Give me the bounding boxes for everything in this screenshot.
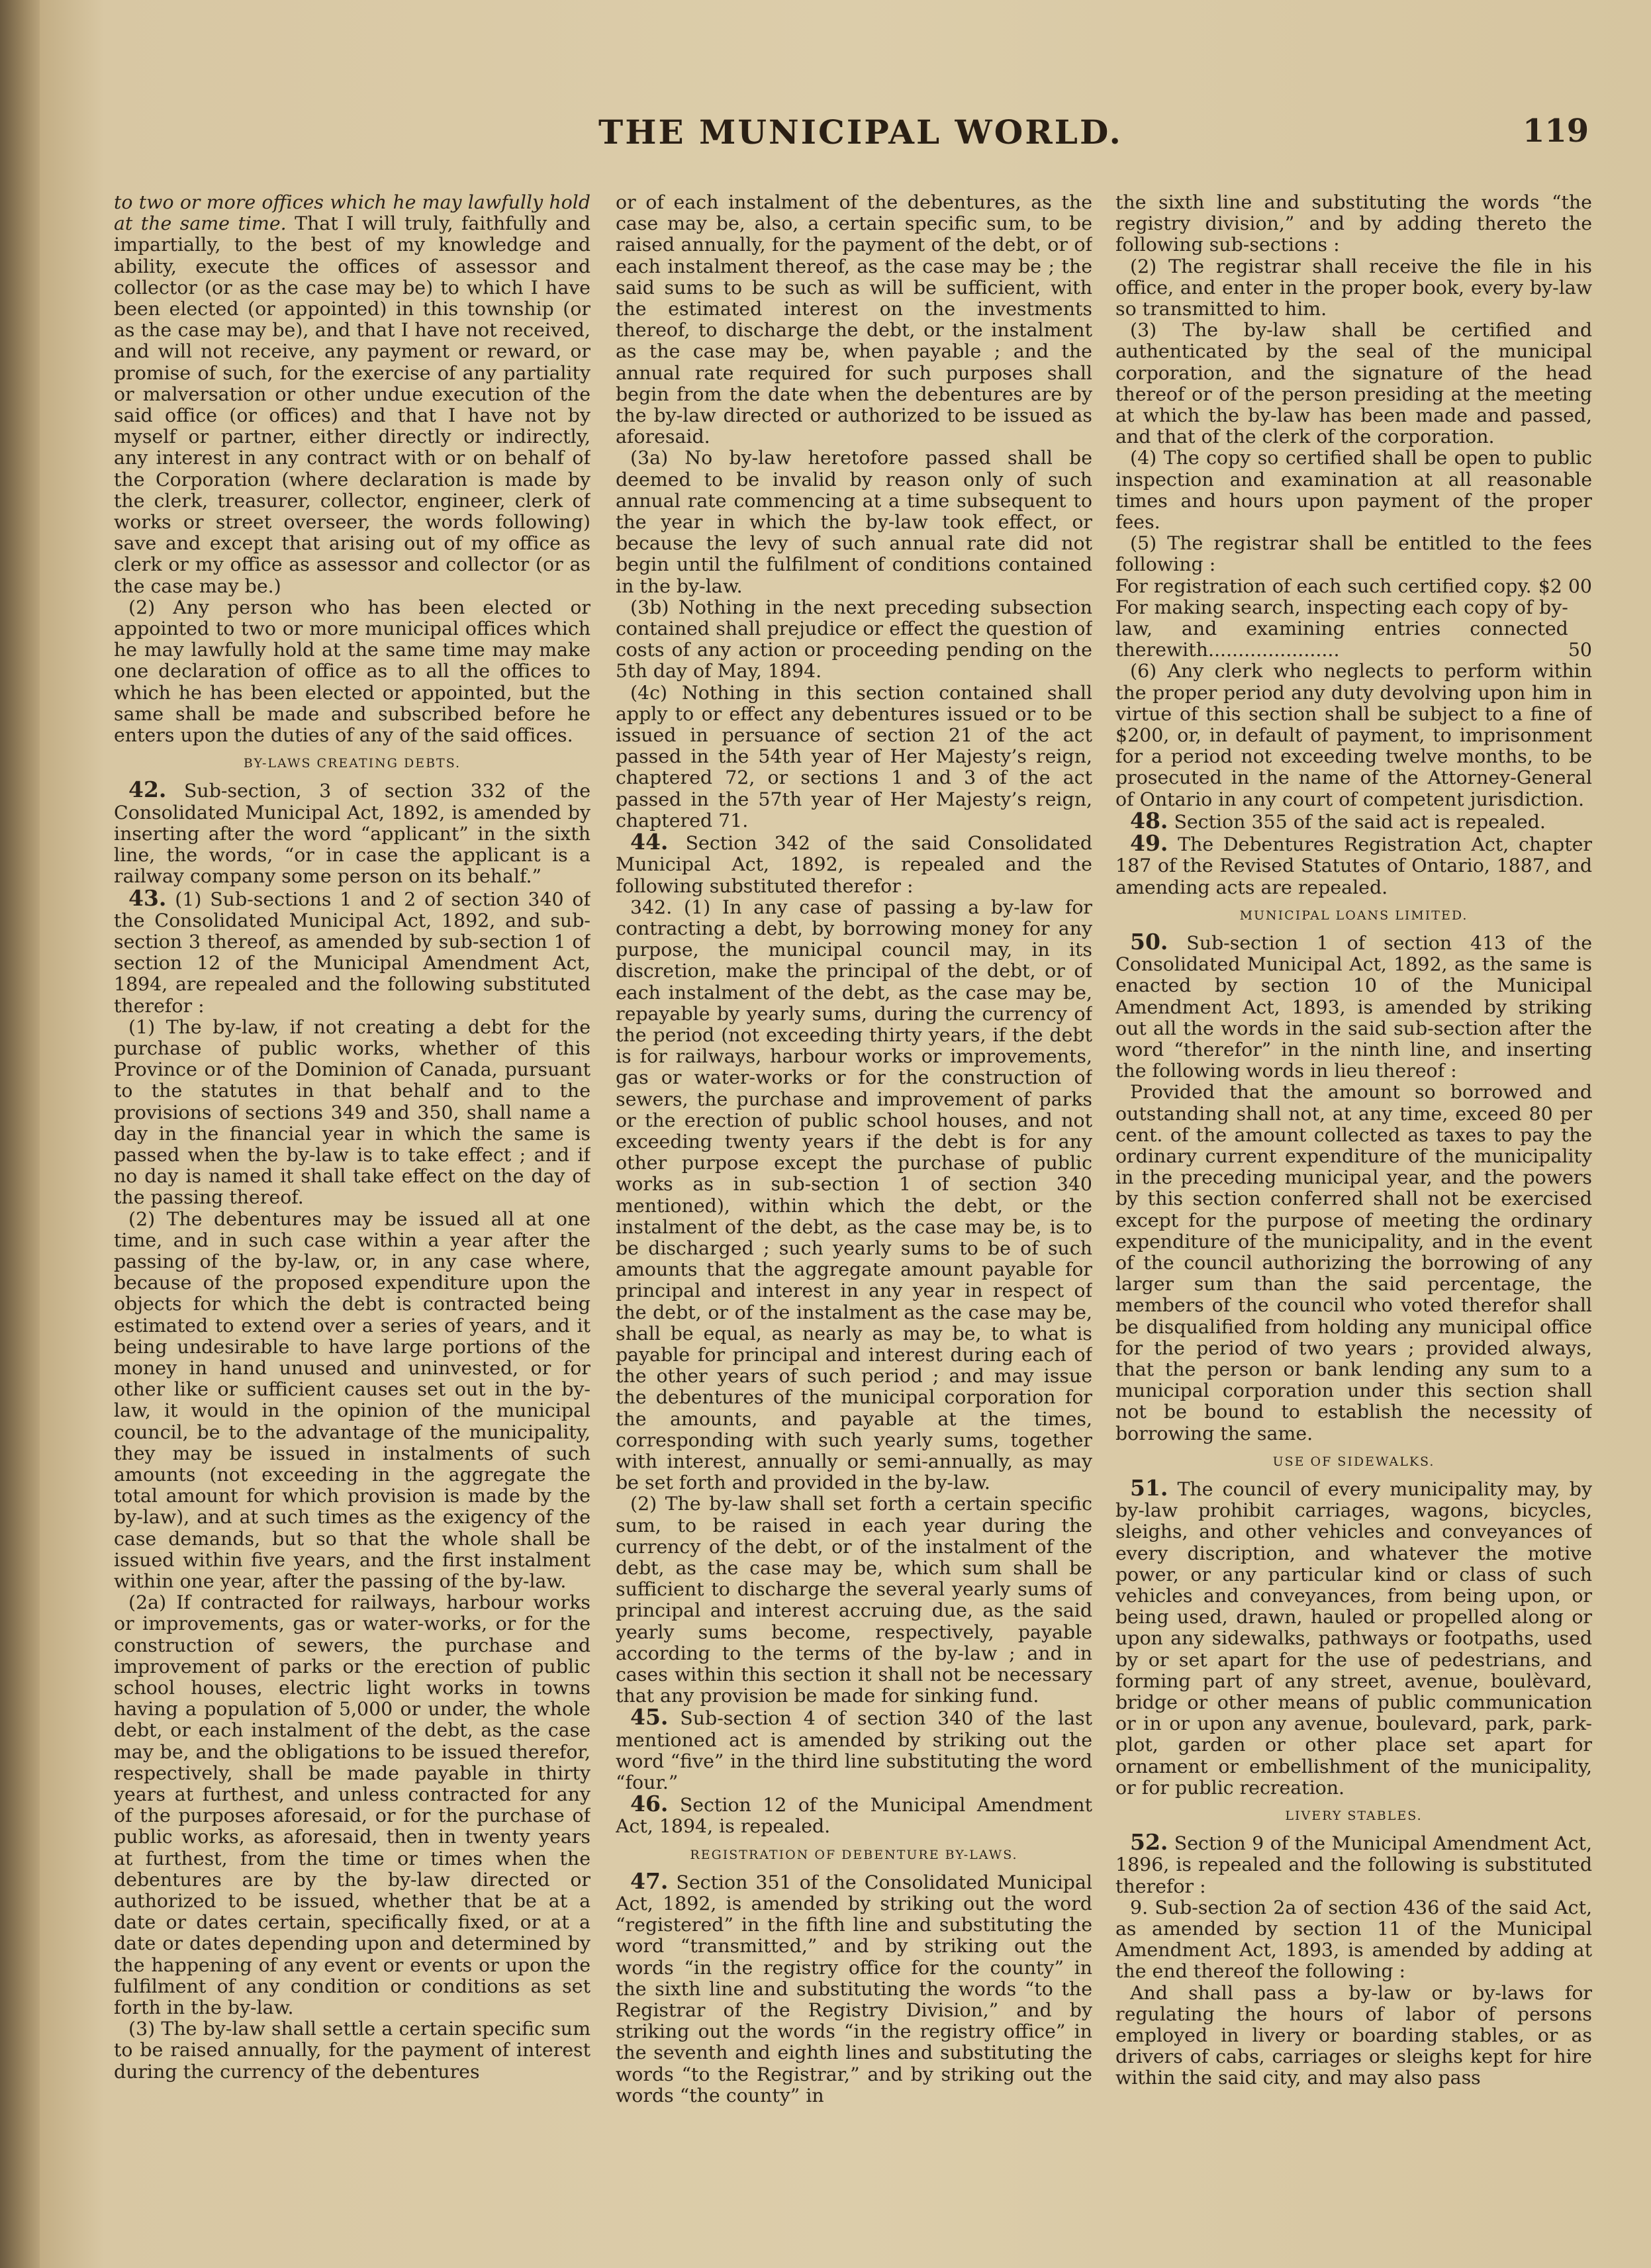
paragraph-text: That I will truly, faithfully and impartially, to the best of my knowledge and ability, execute the offices of assessor and collector (or as the case may be) to which I have been elected (or appointed) in this township (or as the case may be), and that I have not received, and will not receive, any payment or reward, or promise of such, for the exercise of any partiality or malversation or other undue execution of the said office (or offices) and that I have not by myself or partner, either directly or indirectly, any interest in any contract with or on behalf of the Corporation (where declaration is made by the clerk, treasurer, collector, engineer, clerk of works or street overseer, the words following) save and except that arising out of my office as clerk or my office as assessor and collector (or as the case may be.) (114, 213, 590, 597)
paragraph: (2) The debentures may be issued all at one time, and in such case within a year after the passing of the by-law, or, in any case where, because of the proposed expenditure upon the objects for which the debt is contracted being estimated to extend over a series of years, and it being undesirable to have large portions of the money in hand unused and uninvested, or for other like or sufficient causes set out in the by-law, it would in the opinion of the municipal council, be to the advantage of the municipality, they may be issued in instalments of such amounts (not exceeding in the aggregate the total amount for which provision is made by the by-law), and at such times as the exigency of the case demands, but so that the whole shall be issued within five years, and the first instalment within one year, after the passing of the by-law. (114, 1207, 590, 1592)
section-number: 46. (630, 1791, 669, 1817)
section-text: Section 351 of the Consolidated Municipal Act, 1892, is amended by striking out the word “registered” in the fifth line and substituting the word “transmitted,” and by striking out the words “in the registry office for the county” in the sixth line and substituting the words “to the Registrar of the Registry Division,” and by striking out the words “in the registry office” in the seventh and eighth lines and substituting the words “to the Registrar,” and by striking out the words “the county” in (616, 1871, 1092, 2106)
section-text: Section 342 of the said Consolidated Municipal Act, 1892, is repealed and the following substituted therefor : (616, 832, 1092, 897)
paragraph: (3) The by-law shall be certified and authenticated by the seal of the municipal corporation, and the signature of the head thereof or of the person presiding at the meeting at which the by-law has been made and passed, and that of the clerk of the corporation. (1115, 319, 1592, 448)
section-heading: REGISTRATION OF DEBENTURE BY-LAWS. (690, 1847, 1018, 1862)
paragraph: (6) Any clerk who neglects to perform within the proper period any duty devolving upon him in virtue of this section shall be subject to a fine of $200, or, in default of payment, to imprisonment for a period not exceeding twelve months, to be prosecuted in the name of the Attorney-General of Ontario in any court of competent jurisdiction. (1115, 660, 1592, 810)
section-number: 50. (1130, 928, 1168, 955)
fee-row (1115, 597, 1592, 661)
italic-text: to two or more offices which he may lawfully hold at the same time. (114, 192, 590, 235)
paragraph: (2) The registrar shall receive the file in his office, and enter in the proper book, every by-law so transmitted to him. (1115, 255, 1592, 320)
section-52 (1115, 1829, 1592, 1897)
section-heading: BY-LAWS CREATING DEBTS. (243, 756, 461, 771)
section-text: Section 12 of the Municipal Amendment Act, 1894, is repealed. (616, 1794, 1092, 1838)
page-title: THE MUNICIPAL WORLD. (598, 113, 1123, 152)
paragraph: (4) The copy so certified shall be open to public inspection and examination at all reasonable times and hours upon payment of the proper fees. (1115, 447, 1592, 534)
paragraph: Provided that the amount so borrowed and outstanding shall not, at any time, exceed 80 per cent. of the amount collected as taxes to pay the ordinary current expenditure of the municipality in the preceding municipal year, and the powers by this section conferred shall not be exercised except for the purpose of meeting the ordinary expenditure of the municipality, and in the event of the council authorizing the borrowing of any larger sum than the said percentage, the members of the council who voted therefor shall be disqualified from holding any municipal office for the period of two years ; provided always, that the person or bank lending any sum to a municipal corporation under this section shall not be bound to establish the necessity of borrowing the same. (1115, 1081, 1592, 1444)
paragraph: (5) The registrar shall be entitled to the fees following : (1115, 532, 1592, 576)
paragraph: the sixth line and substituting the words “the registry division,” and by adding thereto the following sub-sections : (1115, 192, 1592, 256)
fee-label: For making search, inspecting each copy of by-law, and examining entries connected therewith...................... (1115, 596, 1568, 661)
section-number: 48. (1130, 807, 1168, 833)
section-number: 51. (1130, 1474, 1168, 1501)
paragraph: (2) Any person who has been elected or appointed to two or more municipal offices which he may lawfully hold at the same time may make one declaration of office as to all the offices to which he has been elected or appointed, but the same shall be made and subscribed before he enters upon the duties of any of the said offices. (114, 596, 590, 747)
paragraph: (4c) Nothing in this section contained shall apply to or effect any debentures issued or to be issued in persuance of section 21 of the act passed in the 54th year of Her Majesty’s reign, chaptered 72, or sections 1 and 3 of the act passed in the 57th year of Her Majesty’s reign, chaptered 71. (616, 681, 1092, 831)
fee-amount: $2 00 (1538, 575, 1592, 597)
fee-amount: 50 (1568, 639, 1592, 661)
paragraph: (3a) No by-law heretofore passed shall be deemed to be invalid by reason only of such annual rate commencing at a time subsequent to the year in which the by-law took effect, or because the levy of such annual rate did not begin until the fulfilment of conditions contained in the by-law. (616, 447, 1092, 597)
section-number: 52. (1130, 1829, 1168, 1856)
section-45 (616, 1704, 1092, 1794)
paragraph: (2) The by-law shall set forth a certain specific sum, to be raised in each year during the currency of the debt, or of the instalment of the debt, as the case may be, which sum shall be sufficient to discharge the several yearly sums of principal and interest accruing due, as the said yearly sums become, respectively, payable according to the terms of the by-law ; and in cases within this section it shall not be necessary that any provision be made for sinking fund. (616, 1493, 1092, 1707)
section-number: 49. (1130, 830, 1168, 857)
section-number: 43. (128, 884, 167, 911)
paragraph: (3) The by-law shall settle a certain specific sum to be raised annually, for the payment of interest during the currency of the debentures (114, 2018, 590, 2083)
section-number: 45. (630, 1704, 669, 1730)
column-3 (1115, 192, 1592, 2191)
section-text: Sub-section 4 of section 340 of the last mentioned act is amended by striking out the word “five” in the third line substituting the word “four.” (616, 1707, 1092, 1794)
section-number: 42. (128, 777, 167, 803)
fee-label: For registration of each such certified copy. (1115, 575, 1532, 597)
paragraph: (2a) If contracted for railways, harbour works or improvements, gas or water-works, or for the construction of sewers, the purchase and improvement of parks or the erection of public school houses, electric light works in towns having a population of 5,000 or under, the whole debt, or each instalment of the debt, as the case may be, and the obligations to be issued therefor, respectively, shall be made payable in thirty years at furthest, and unless contracted for any of the purposes aforesaid, or for the purchase of public works, as aforesaid, then in twenty years at furthest, from the time or times when the debentures are by the by-law directed or authorized to be issued, whether that be at a date or dates certain, specifically fixed, or at a date or dates depending upon and determined by the happening of any event or events or upon the fulfilment of any condition or conditions as set forth in the by-law. (114, 1591, 590, 2019)
section-heading: LIVERY STABLES. (1285, 1809, 1423, 1824)
section-text: (1) Sub-sections 1 and 2 of section 340 of the Consolidated Municipal Act, 1892, and sub-section 3 thereof, as amended by sub-section 1 of section 12 of the Municipal Amendment Act, 1894, are repealed and the following substituted therefor : (114, 888, 590, 1017)
section-heading: USE OF SIDEWALKS. (1272, 1454, 1435, 1469)
section-46 (616, 1793, 1092, 1837)
paragraph (114, 192, 590, 597)
section-text: Section 9 of the Municipal Amendment Act, 1896, is repealed and the following is substituted therefor : (1115, 1832, 1592, 1897)
section-44 (616, 831, 1092, 897)
paragraph: 342. (1) In any case of passing a by-law for contracting a debt, by borrowing money for any purpose, the municipal council may, in its discretion, make the principal of the debt, or of each instalment of the debt, as the case may be, repayable by yearly sums, during the currency of the period (not exceeding thirty years, if the debt is for railways, harbour works or improvements, gas or water-works or for the construction of sewers, the purchase and improvement of parks or the erection of public school houses, and not exceeding twenty years if the debt is for any other purpose except the purchase of public works as in sub-section 1 of section 340 mentioned), within which the debt, or the instalment of the debt, as the case may be, is to be discharged ; such yearly sums to be of such amounts that the aggregate amount payable for principal and interest in any year in respect of the debt, or of the instalment as the case may be, shall be equal, as nearly as may be, to what is payable for principal and interest during each of the other years of such period ; and may issue the debentures of the municipal corporation for the amounts, and payable at the times, corresponding with such yearly sums, together with interest, annually or semi-annually, as may be set forth and provided in the by-law. (616, 896, 1092, 1494)
section-text: Section 355 of the said act is repealed. (1168, 810, 1546, 833)
paragraph: or of each instalment of the debentures, as the case may be, also, a certain specific sum, to be raised annually, for the payment of the debt, or of each instalment thereof, as the case may be ; the said sums to be such as will be sufficient, with the estimated interest on the investments thereof, to discharge the debt, or the instalment as the case may be, when payable ; and the annual rate required for such purposes shall begin from the date when the debentures are by the by-law directed or authorized to be issued as aforesaid. (616, 192, 1092, 448)
column-2 (616, 192, 1092, 2191)
paragraph: And shall pass a by-law or by-laws for regulating the hours of labor of persons employed in livery or boarding stables, or as drivers of cabs, carriages or sleighs kept for hire within the said city, and may also pass (1115, 1981, 1592, 2089)
section-text: Sub-section 1 of section 413 of the Consolidated Municipal Act, 1892, as the same is enacted by section 10 of the Municipal Amendment Act, 1893, is amended by striking out all the words in the said sub-section after the word “therefor” in the ninth line, and inserting the following words in lieu thereof : (1115, 931, 1592, 1082)
section-50 (1115, 928, 1592, 1082)
section-text: Sub-section, 3 of section 332 of the Consolidated Municipal Act, 1892, is amended by inserting after the word “applicant” in the sixth line, the words, “or in case the applicant is a railway company some person on its behalf.” (114, 780, 590, 888)
section-51 (1115, 1474, 1592, 1799)
paragraph: (1) The by-law, if not creating a debt for the purchase of public works, whether of this Province or of the Dominion of Canada, pursuant to the statutes in that behalf and to the provisions of sections 349 and 350, shall name a day in the financial year in which the same is passed when the by-law is to take effect ; and if no day is named it shall take effect on the day of the passing thereof. (114, 1016, 590, 1209)
section-text: The Debentures Registration Act, chapter 187 of the Revised Statutes of Ontario, 1887, and amending acts are repealed. (1115, 833, 1592, 898)
paragraph: 9. Sub-section 2a of section 436 of the said Act, as amended by section 11 of the Municipal Amendment Act, 1893, is amended by adding at the end thereof the following : (1115, 1896, 1592, 1983)
section-49 (1115, 830, 1592, 898)
fee-row (1115, 576, 1592, 597)
section-48 (1115, 807, 1592, 833)
section-43 (114, 884, 590, 1017)
section-heading: MUNICIPAL LOANS LIMITED. (1239, 908, 1468, 923)
section-47 (616, 1867, 1092, 2106)
section-42 (114, 779, 590, 887)
column-1 (114, 192, 590, 2191)
section-number: 44. (630, 829, 669, 855)
page-number: 119 (1523, 113, 1589, 150)
paragraph: (3b) Nothing in the next preceding subsection contained shall prejudice or effect the question of costs of any action or proceeding pending on the 5th day of May, 1894. (616, 596, 1092, 683)
section-number: 47. (630, 1867, 669, 1894)
section-text: The council of every municipality may, by by-law prohibit carriages, wagons, bicycles, sleighs, and other vehicles and conveyances of every discription, and whatever the motive power, or any particular kind or class of such vehicles and conveyances, from being upon, or being used, drawn, hauled or propelled along or upon any sidewalks, pathways or footpaths, used by or set apart for the use of pedestrians, and forming part of any street, avenue, boulèvard, bridge or other means of public communication or in or upon any avenue, boulevard, park, park-plot, garden or other place set apart for ornament or embellishment of the municipality, or for public recreation. (1115, 1478, 1592, 1799)
